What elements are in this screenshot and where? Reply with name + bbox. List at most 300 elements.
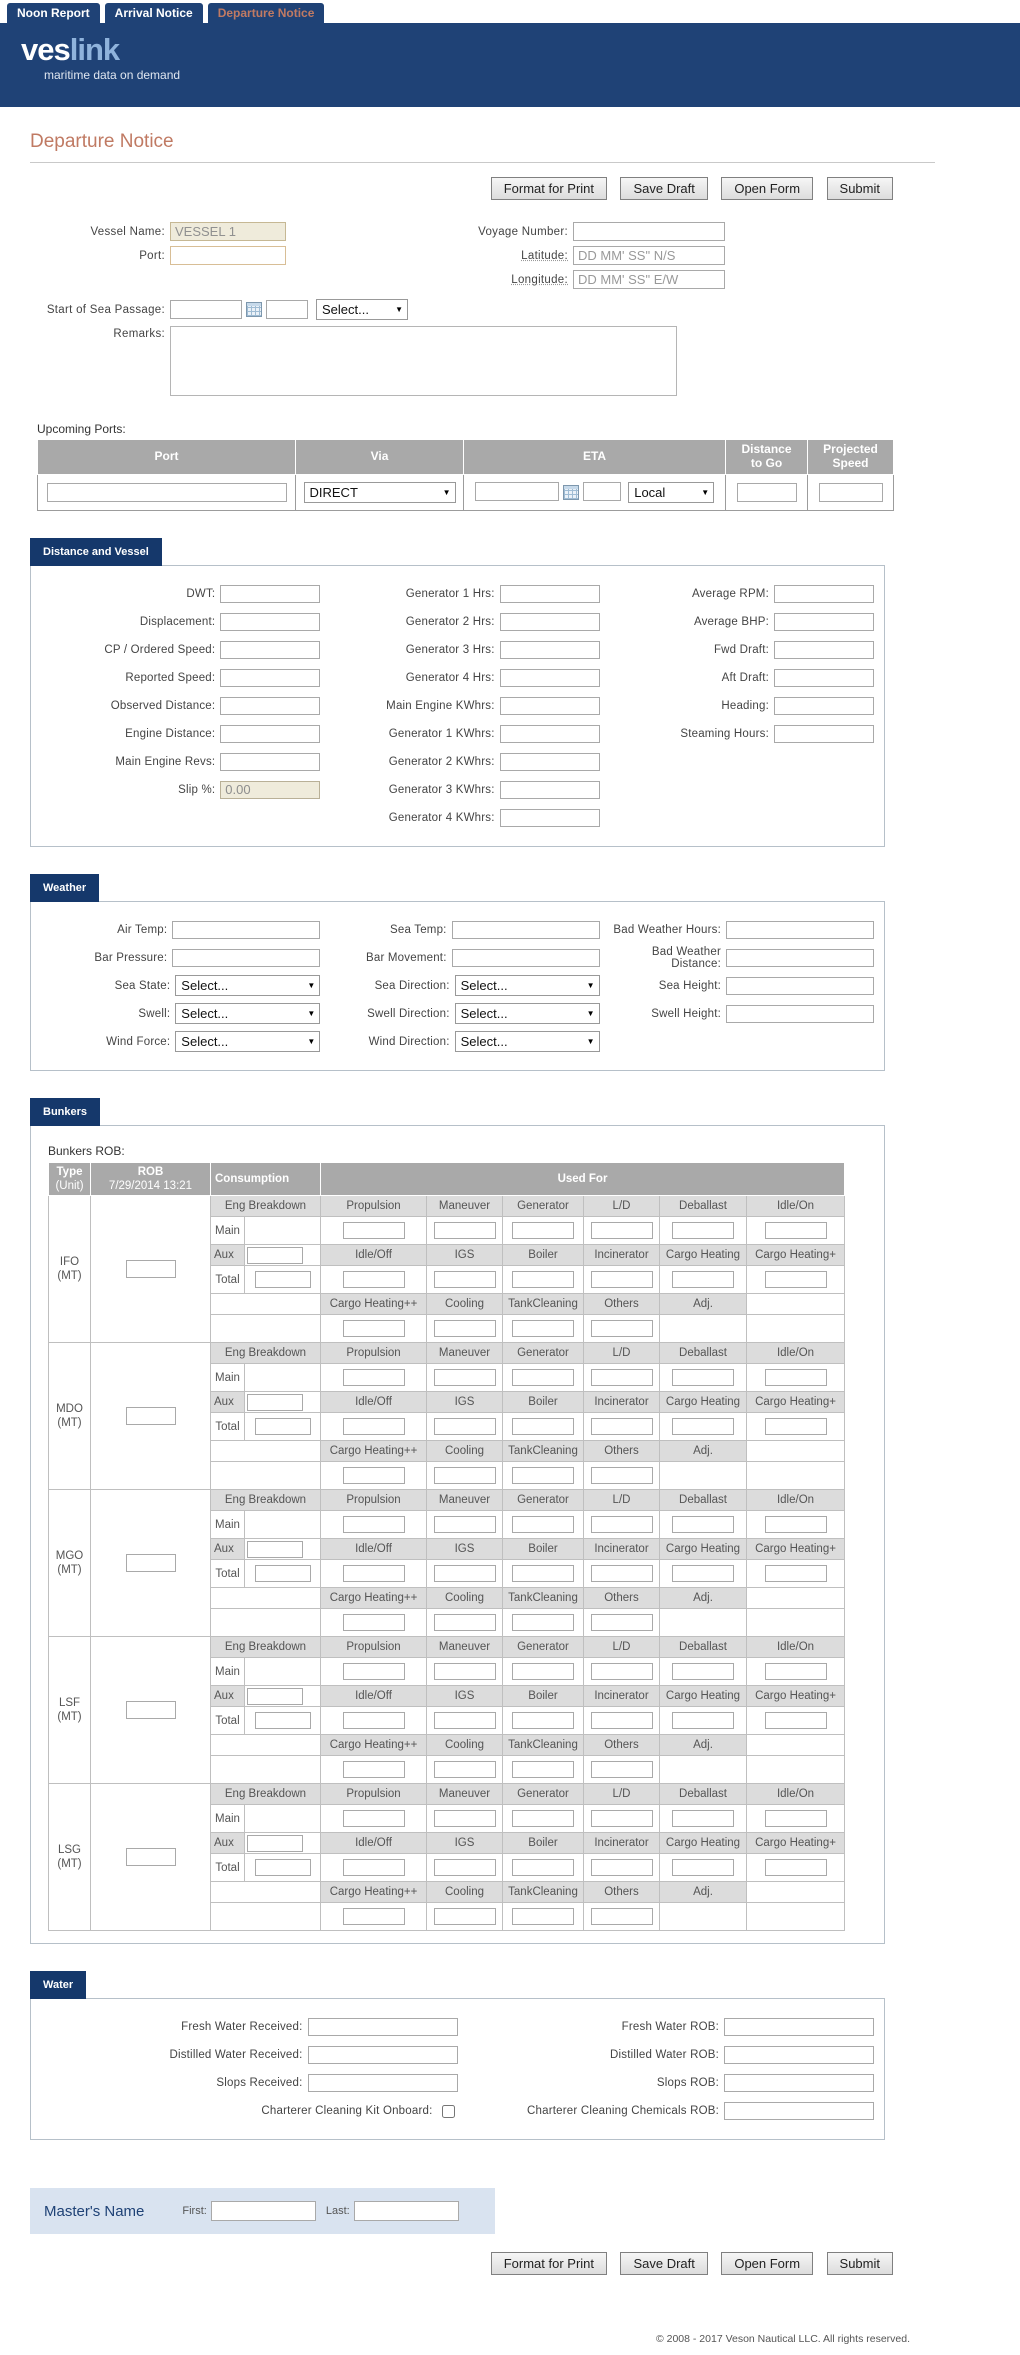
usedfor-input[interactable] <box>434 1859 496 1876</box>
rob-input[interactable] <box>126 1848 176 1866</box>
usedfor-header: Boiler <box>503 1245 584 1266</box>
input-average-bhp[interactable] <box>774 613 874 631</box>
usedfor-header: Cooling <box>427 1588 503 1609</box>
usedfor-input[interactable] <box>434 1467 496 1484</box>
section-water <box>30 1970 885 2140</box>
input-air-temp[interactable] <box>172 921 320 939</box>
projected-speed-input[interactable] <box>819 483 883 502</box>
usedfor-input[interactable] <box>512 1859 574 1876</box>
usedfor-input[interactable] <box>591 1908 653 1925</box>
tab-noon-report[interactable]: Noon Report <box>6 2 101 23</box>
usedfor-input[interactable] <box>512 1565 574 1582</box>
usedfor-input[interactable] <box>434 1369 496 1386</box>
usedfor-input[interactable] <box>672 1859 734 1876</box>
eng-row-label: Main <box>211 1364 245 1392</box>
section-weather <box>30 873 885 1071</box>
eta-date-field[interactable] <box>475 482 559 501</box>
input-displacement[interactable] <box>220 613 320 631</box>
field-label: Swell Direction: <box>367 1007 450 1020</box>
form-field <box>458 2099 875 2123</box>
eta-timezone-select[interactable]: Local ▼ <box>628 482 714 503</box>
usedfor-input[interactable] <box>765 1222 827 1239</box>
fuel-block-lsf <box>49 1637 845 1784</box>
upcoming-ports-header-row <box>38 440 894 475</box>
usedfor-input[interactable] <box>434 1418 496 1435</box>
input-average-rpm[interactable] <box>774 585 874 603</box>
usedfor-input[interactable] <box>434 1712 496 1729</box>
usedfor-input[interactable] <box>434 1565 496 1582</box>
field-label: Average RPM: <box>692 587 769 600</box>
usedfor-input[interactable] <box>343 1222 405 1239</box>
usedfor-input[interactable] <box>765 1810 827 1827</box>
bunkers-rob-label: Bunkers ROB: <box>48 1143 125 1158</box>
field-label: Bar Movement: <box>366 951 447 964</box>
usedfor-input[interactable] <box>672 1222 734 1239</box>
form-field <box>320 918 599 942</box>
input-fwd-draft[interactable] <box>774 641 874 659</box>
fuel-type-label: LSG (MT) <box>49 1784 91 1931</box>
save-draft-button[interactable]: Save Draft <box>620 177 707 200</box>
remarks-textarea[interactable] <box>170 326 677 396</box>
tab-arrival-notice[interactable]: Arrival Notice <box>104 2 204 23</box>
select-sea-state[interactable]: Select... ▼ <box>175 975 320 996</box>
usedfor-input[interactable] <box>512 1761 574 1778</box>
field-label: Charterer Cleaning Chemicals ROB: <box>527 2105 719 2118</box>
usedfor-input[interactable] <box>512 1712 574 1729</box>
usedfor-header: IGS <box>427 1392 503 1413</box>
longitude-field[interactable] <box>573 270 725 289</box>
fuel-type-label: IFO (MT) <box>49 1196 91 1343</box>
usedfor-input[interactable] <box>765 1369 827 1386</box>
usedfor-header: Others <box>584 1588 660 1609</box>
usedfor-header: Cargo Heating+ <box>747 1833 845 1854</box>
voyage-number-field[interactable] <box>573 222 725 241</box>
input-distilled-water-received[interactable] <box>308 2046 458 2064</box>
field-label: Aft Draft: <box>721 671 769 684</box>
eng-row-label: Main <box>211 1805 245 1833</box>
form-field <box>320 750 599 774</box>
sosp-date-field[interactable] <box>170 300 242 319</box>
open-form-button[interactable]: Open Form <box>721 177 813 200</box>
usedfor-header: Maneuver <box>427 1196 503 1217</box>
form-field <box>41 610 320 634</box>
input-engine-distance[interactable] <box>220 725 320 743</box>
page-title: Departure Notice <box>30 131 935 163</box>
usedfor-input[interactable] <box>591 1712 653 1729</box>
section-header-water: Water <box>30 1971 86 1999</box>
field-label: Generator 2 KWhrs: <box>388 755 495 768</box>
form-field <box>600 722 874 746</box>
input-steaming-hours[interactable] <box>774 725 874 743</box>
usedfor-input[interactable] <box>512 1516 574 1533</box>
col-header-used-for: Used For <box>321 1162 845 1196</box>
usedfor-header: TankCleaning <box>503 1735 584 1756</box>
field-label: Average BHP: <box>693 615 769 628</box>
form-field <box>600 918 874 942</box>
select-swell-direction[interactable]: Select... ▼ <box>455 1003 600 1024</box>
input-main-engine-revs[interactable] <box>220 753 320 771</box>
total-breakdown-input[interactable] <box>255 1271 311 1288</box>
select-sea-direction[interactable]: Select... ▼ <box>455 975 600 996</box>
field-label: Wind Force: <box>106 1035 171 1048</box>
field-label: Swell: <box>138 1007 171 1020</box>
input-slip[interactable] <box>220 781 320 799</box>
upcoming-port-input[interactable] <box>47 483 287 502</box>
eng-row-label: Aux <box>211 1245 245 1266</box>
port-field[interactable] <box>170 246 286 265</box>
save-draft-button[interactable]: Save Draft <box>620 2252 707 2275</box>
usedfor-input[interactable] <box>343 1810 405 1827</box>
field-label: Main Engine Revs: <box>115 755 216 768</box>
usedfor-input[interactable] <box>434 1320 496 1337</box>
usedfor-input[interactable] <box>343 1908 405 1925</box>
input-slops-rob[interactable] <box>724 2074 874 2092</box>
usedfor-input[interactable] <box>343 1761 405 1778</box>
usedfor-input[interactable] <box>512 1271 574 1288</box>
input-generator-4-kwhrs[interactable] <box>500 809 600 827</box>
input-reported-speed[interactable] <box>220 669 320 687</box>
usedfor-input[interactable] <box>672 1271 734 1288</box>
input-generator-1-kwhrs[interactable] <box>500 725 600 743</box>
format-for-print-button[interactable]: Format for Print <box>491 2252 607 2275</box>
usedfor-input[interactable] <box>591 1467 653 1484</box>
usedfor-input[interactable] <box>434 1810 496 1827</box>
field-label: Steaming Hours: <box>680 727 769 740</box>
usedfor-input[interactable] <box>591 1271 653 1288</box>
usedfor-header: Boiler <box>503 1686 584 1707</box>
usedfor-header: Cooling <box>427 1294 503 1315</box>
voyage-info-form <box>30 222 1020 396</box>
col-header-eta: ETA <box>464 440 726 475</box>
usedfor-header-blank <box>747 1735 845 1756</box>
form-field <box>320 610 599 634</box>
usedfor-header: Adj. <box>660 1882 747 1903</box>
first-name-field[interactable] <box>211 2201 316 2221</box>
usedfor-header: IGS <box>427 1833 503 1854</box>
form-field <box>41 2015 458 2039</box>
usedfor-header: Deballast <box>660 1196 747 1217</box>
sosp-timezone-select[interactable]: Select... ▼ <box>316 299 408 320</box>
col-header-consumption: Consumption <box>211 1162 321 1196</box>
usedfor-header: L/D <box>584 1490 660 1511</box>
form-field <box>320 1002 599 1026</box>
eng-row-label: Aux <box>211 1686 245 1707</box>
total-breakdown-input[interactable] <box>255 1712 311 1729</box>
usedfor-header: Idle/Off <box>321 1245 427 1266</box>
usedfor-input[interactable] <box>343 1565 405 1582</box>
field-label: Sea Direction: <box>374 979 450 992</box>
usedfor-input[interactable] <box>672 1369 734 1386</box>
usedfor-input[interactable] <box>434 1222 496 1239</box>
form-field <box>320 722 599 746</box>
eta-time-field[interactable] <box>583 482 621 501</box>
total-breakdown-input[interactable] <box>255 1859 311 1876</box>
usedfor-input[interactable] <box>512 1369 574 1386</box>
tab-departure-notice[interactable]: Departure Notice <box>207 2 326 23</box>
fuel-block-mgo <box>49 1490 845 1637</box>
usedfor-header: Cargo Heating+ <box>747 1686 845 1707</box>
eng-row-label: Aux <box>211 1539 245 1560</box>
usedfor-input[interactable] <box>434 1271 496 1288</box>
field-label: Sea State: <box>114 979 171 992</box>
usedfor-header: IGS <box>427 1245 503 1266</box>
usedfor-input[interactable] <box>591 1222 653 1239</box>
usedfor-header: TankCleaning <box>503 1588 584 1609</box>
usedfor-header: L/D <box>584 1637 660 1658</box>
usedfor-header: Cooling <box>427 1441 503 1462</box>
longitude-label: Longitude: <box>511 273 568 286</box>
sosp-time-field[interactable] <box>266 300 308 319</box>
rob-input[interactable] <box>126 1554 176 1572</box>
last-name-field[interactable] <box>354 2201 459 2221</box>
distance-to-go-input[interactable] <box>737 483 797 502</box>
input-cp-ordered-speed[interactable] <box>220 641 320 659</box>
chevron-down-icon: ▼ <box>395 305 403 314</box>
input-fresh-water-rob[interactable] <box>724 2018 874 2036</box>
usedfor-header: Propulsion <box>321 1343 427 1364</box>
field-label: Fresh Water Received: <box>181 2021 303 2034</box>
usedfor-header: Deballast <box>660 1784 747 1805</box>
aux-breakdown-input[interactable] <box>247 1394 303 1411</box>
rob-input[interactable] <box>126 1260 176 1278</box>
chevron-down-icon: ▼ <box>701 487 710 497</box>
field-label: Generator 2 Hrs: <box>405 615 495 628</box>
usedfor-input[interactable] <box>343 1516 405 1533</box>
usedfor-input[interactable] <box>343 1712 405 1729</box>
eng-row-label: Aux <box>211 1392 245 1413</box>
rob-input[interactable] <box>126 1407 176 1425</box>
usedfor-input[interactable] <box>672 1418 734 1435</box>
usedfor-input[interactable] <box>765 1271 827 1288</box>
checkbox-charterer-cleaning-kit-onboard[interactable] <box>442 2105 455 2118</box>
submit-button[interactable]: Submit <box>827 2252 893 2275</box>
eng-row-label: Main <box>211 1217 245 1245</box>
usedfor-input[interactable] <box>765 1663 827 1680</box>
field-label: Generator 1 KWhrs: <box>388 727 495 740</box>
fuel-block-mdo <box>49 1343 845 1490</box>
usedfor-input[interactable] <box>512 1810 574 1827</box>
input-bad-weather-hours[interactable] <box>726 921 874 939</box>
eng-row-label: Aux <box>211 1833 245 1854</box>
usedfor-header: Others <box>584 1735 660 1756</box>
usedfor-input[interactable] <box>765 1516 827 1533</box>
calendar-icon[interactable] <box>563 485 579 500</box>
input-slops-received[interactable] <box>308 2074 458 2092</box>
usedfor-header: Propulsion <box>321 1784 427 1805</box>
first-name-label: First: <box>182 2205 207 2218</box>
usedfor-input[interactable] <box>343 1663 405 1680</box>
usedfor-header: Idle/On <box>747 1196 845 1217</box>
bunkers-header-row <box>49 1162 845 1196</box>
usedfor-input[interactable] <box>343 1614 405 1631</box>
form-field <box>41 1030 320 1054</box>
usedfor-input[interactable] <box>591 1320 653 1337</box>
chevron-down-icon: ▼ <box>307 1037 316 1047</box>
last-name-label: Last: <box>325 2205 350 2218</box>
input-sea-temp[interactable] <box>452 921 600 939</box>
usedfor-header: Propulsion <box>321 1637 427 1658</box>
copyright-notice: © 2008 - 2017 Veson Nautical LLC. All rights reserved. <box>655 2333 910 2346</box>
usedfor-input[interactable] <box>672 1663 734 1680</box>
usedfor-header: Cargo Heating++ <box>321 1294 427 1315</box>
usedfor-input[interactable] <box>434 1516 496 1533</box>
form-field <box>320 946 599 970</box>
usedfor-input[interactable] <box>765 1565 827 1582</box>
field-label: Wind Direction: <box>368 1035 450 1048</box>
field-label: Slops Received: <box>216 2077 303 2090</box>
input-heading[interactable] <box>774 697 874 715</box>
usedfor-header: Maneuver <box>427 1343 503 1364</box>
form-field <box>458 2015 875 2039</box>
input-main-engine-kwhrs[interactable] <box>500 697 600 715</box>
usedfor-input[interactable] <box>434 1614 496 1631</box>
aux-breakdown-input[interactable] <box>247 1688 303 1705</box>
latitude-field[interactable] <box>573 246 725 265</box>
usedfor-input[interactable] <box>512 1614 574 1631</box>
form-field <box>320 694 599 718</box>
usedfor-header: Deballast <box>660 1637 747 1658</box>
usedfor-header-blank <box>747 1588 845 1609</box>
input-bar-pressure[interactable] <box>172 949 320 967</box>
usedfor-input[interactable] <box>672 1516 734 1533</box>
usedfor-header: Others <box>584 1882 660 1903</box>
field-label: Swell Height: <box>651 1007 721 1020</box>
field-label: Distilled Water Received: <box>169 2049 303 2062</box>
usedfor-input[interactable] <box>591 1663 653 1680</box>
usedfor-input[interactable] <box>434 1761 496 1778</box>
submit-button[interactable]: Submit <box>827 177 893 200</box>
open-form-button[interactable]: Open Form <box>721 2252 813 2275</box>
chevron-down-icon: ▼ <box>442 487 451 497</box>
usedfor-header: Idle/Off <box>321 1833 427 1854</box>
input-dwt[interactable] <box>220 585 320 603</box>
weather-fields-grid <box>41 918 874 1058</box>
brand-tagline: maritime data on demand <box>44 68 181 83</box>
usedfor-input[interactable] <box>765 1712 827 1729</box>
eng-row-label: Main <box>211 1511 245 1539</box>
select-swell[interactable]: Select... ▼ <box>175 1003 320 1024</box>
usedfor-input[interactable] <box>434 1908 496 1925</box>
usedfor-header: Cargo Heating+ <box>747 1539 845 1560</box>
upcoming-ports-table <box>37 439 894 511</box>
input-bar-movement[interactable] <box>452 949 600 967</box>
usedfor-input[interactable] <box>343 1369 405 1386</box>
input-sea-height[interactable] <box>726 977 874 995</box>
usedfor-input[interactable] <box>512 1467 574 1484</box>
usedfor-input[interactable] <box>512 1418 574 1435</box>
input-generator-2-hrs[interactable] <box>500 613 600 631</box>
field-label: Sea Temp: <box>390 923 447 936</box>
input-generator-3-kwhrs[interactable] <box>500 781 600 799</box>
usedfor-input[interactable] <box>512 1222 574 1239</box>
usedfor-input[interactable] <box>765 1859 827 1876</box>
usedfor-input[interactable] <box>434 1663 496 1680</box>
form-field <box>41 638 320 662</box>
vessel-name-field[interactable] <box>170 222 286 241</box>
usedfor-header: Generator <box>503 1490 584 1511</box>
input-generator-3-hrs[interactable] <box>500 641 600 659</box>
masters-name-title: Master's Name <box>44 2202 145 2220</box>
usedfor-input[interactable] <box>512 1908 574 1925</box>
usedfor-input[interactable] <box>591 1369 653 1386</box>
usedfor-input[interactable] <box>591 1859 653 1876</box>
usedfor-input[interactable] <box>672 1565 734 1582</box>
usedfor-input[interactable] <box>343 1320 405 1337</box>
eng-row-label: Total <box>211 1266 245 1294</box>
usedfor-header: Idle/On <box>747 1490 845 1511</box>
usedfor-input[interactable] <box>343 1859 405 1876</box>
usedfor-input[interactable] <box>672 1810 734 1827</box>
fuel-block-ifo <box>49 1196 845 1343</box>
usedfor-input[interactable] <box>591 1614 653 1631</box>
field-label: Air Temp: <box>117 923 168 936</box>
usedfor-header: L/D <box>584 1196 660 1217</box>
usedfor-input[interactable] <box>591 1418 653 1435</box>
usedfor-header: Generator <box>503 1196 584 1217</box>
calendar-icon[interactable] <box>246 302 262 317</box>
format-for-print-button[interactable]: Format for Print <box>491 177 607 200</box>
select-wind-direction[interactable]: Select... ▼ <box>455 1031 600 1052</box>
usedfor-header: Incinerator <box>584 1833 660 1854</box>
usedfor-input[interactable] <box>343 1418 405 1435</box>
total-breakdown-input[interactable] <box>255 1418 311 1435</box>
usedfor-input[interactable] <box>591 1810 653 1827</box>
select-wind-force[interactable]: Select... ▼ <box>175 1031 320 1052</box>
usedfor-header: Boiler <box>503 1833 584 1854</box>
input-distilled-water-rob[interactable] <box>724 2046 874 2064</box>
usedfor-input[interactable] <box>672 1712 734 1729</box>
via-select[interactable]: DIRECT ▼ <box>304 482 456 503</box>
aux-breakdown-input[interactable] <box>247 1247 303 1264</box>
input-fresh-water-received[interactable] <box>308 2018 458 2036</box>
input-aft-draft[interactable] <box>774 669 874 687</box>
total-breakdown-input[interactable] <box>255 1565 311 1582</box>
field-label: CP / Ordered Speed: <box>104 643 216 656</box>
input-generator-4-hrs[interactable] <box>500 669 600 687</box>
usedfor-input[interactable] <box>343 1467 405 1484</box>
usedfor-header-blank <box>747 1882 845 1903</box>
eng-breakdown-header: Eng Breakdown <box>211 1784 321 1805</box>
rob-input[interactable] <box>126 1701 176 1719</box>
usedfor-input[interactable] <box>591 1761 653 1778</box>
input-charterer-cleaning-chemicals-rob[interactable] <box>724 2102 874 2120</box>
usedfor-header: Propulsion <box>321 1196 427 1217</box>
input-generator-2-kwhrs[interactable] <box>500 753 600 771</box>
usedfor-header: Adj. <box>660 1441 747 1462</box>
field-label: Heading: <box>721 699 769 712</box>
input-observed-distance[interactable] <box>220 697 320 715</box>
form-field <box>320 1030 599 1054</box>
usedfor-header: Cargo Heating+ <box>747 1392 845 1413</box>
usedfor-input[interactable] <box>591 1565 653 1582</box>
usedfor-input[interactable] <box>512 1663 574 1680</box>
section-header-distance-and-vessel: Distance and Vessel <box>30 538 162 566</box>
usedfor-input[interactable] <box>343 1271 405 1288</box>
input-generator-1-hrs[interactable] <box>500 585 600 603</box>
col-header-rob: ROB 7/29/2014 13:21 <box>91 1162 211 1196</box>
usedfor-input[interactable] <box>512 1320 574 1337</box>
form-field <box>458 2043 875 2067</box>
usedfor-input[interactable] <box>591 1516 653 1533</box>
input-bad-weather-distance[interactable] <box>726 949 874 967</box>
usedfor-header: Cargo Heating <box>660 1833 747 1854</box>
input-swell-height[interactable] <box>726 1005 874 1023</box>
usedfor-input[interactable] <box>765 1418 827 1435</box>
aux-breakdown-input[interactable] <box>247 1541 303 1558</box>
form-field <box>320 974 599 998</box>
aux-breakdown-input[interactable] <box>247 1835 303 1852</box>
form-field <box>600 694 874 718</box>
